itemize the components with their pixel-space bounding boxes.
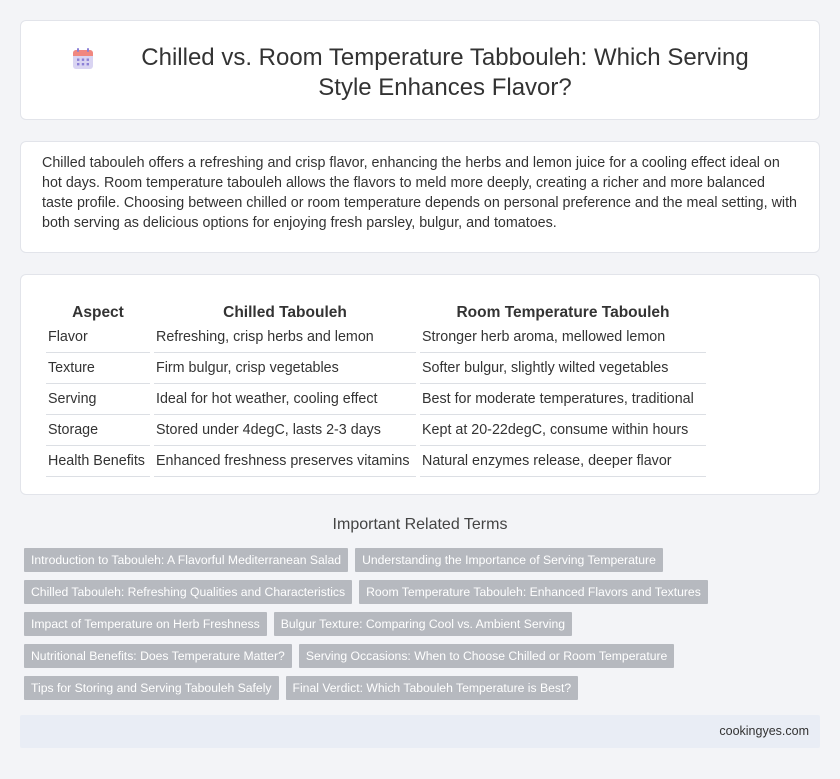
- table-cell: Kept at 20-22degC, consume within hours: [420, 415, 706, 446]
- table-cell: Flavor: [46, 322, 150, 353]
- table-row: [46, 322, 706, 353]
- title-card: [20, 20, 820, 120]
- table-row: [46, 446, 706, 477]
- comparison-table: [42, 296, 710, 477]
- table-cell: Ideal for hot weather, cooling effect: [154, 384, 416, 415]
- footer: [20, 715, 820, 748]
- table-row: [46, 384, 706, 415]
- header-room-temperature: Room Temperature Tabouleh: [456, 304, 670, 321]
- related-term-link[interactable]: Final Verdict: Which Tabouleh Temperature is Best?: [286, 676, 579, 700]
- intro-card: [20, 141, 820, 253]
- related-terms-list: [24, 548, 824, 708]
- related-term-link[interactable]: Serving Occasions: When to Choose Chilled or Room Temperature: [299, 644, 675, 668]
- table-cell: Serving: [46, 384, 150, 415]
- page-title: Chilled vs. Room Temperature Tabbouleh: Which Serving Style Enhances Flavor?: [141, 44, 749, 101]
- intro-paragraph: Chilled tabouleh offers a refreshing and crisp flavor, enhancing the herbs and lemon juice for a cooling effect ideal on hot days. Room temperature tabouleh allows the flavors to meld more deeply, creating a richer and more balanced taste profile. Choosing between chilled or room temperature depends on personal preference and the meal setting, with both serving as delicious options for enjoying fresh parsley, bulgur, and tomatoes.: [42, 155, 798, 231]
- related-term-link[interactable]: Tips for Storing and Serving Tabouleh Safely: [24, 676, 279, 700]
- header-aspect: Aspect: [72, 304, 124, 321]
- related-term-link[interactable]: Chilled Tabouleh: Refreshing Qualities and Characteristics: [24, 580, 352, 604]
- table-row: [46, 353, 706, 384]
- table-cell: Stored under 4degC, lasts 2-3 days: [154, 415, 416, 446]
- header-chilled: Chilled Tabouleh: [223, 304, 347, 321]
- table-header-row: [46, 296, 706, 322]
- table-cell: Texture: [46, 353, 150, 384]
- related-term-link[interactable]: Bulgur Texture: Comparing Cool vs. Ambient Serving: [274, 612, 572, 636]
- table-cell: Enhanced freshness preserves vitamins: [154, 446, 416, 477]
- related-term-link[interactable]: Room Temperature Tabouleh: Enhanced Flavors and Textures: [359, 580, 708, 604]
- related-term-link[interactable]: Understanding the Importance of Serving Temperature: [355, 548, 663, 572]
- related-term-link[interactable]: Impact of Temperature on Herb Freshness: [24, 612, 267, 636]
- related-terms-heading: Important Related Terms: [332, 516, 508, 533]
- comparison-card: [20, 274, 820, 495]
- table-cell: Softer bulgur, slightly wilted vegetables: [420, 353, 706, 384]
- footer-site-link[interactable]: cookingyes.com: [719, 724, 809, 738]
- table-cell: Refreshing, crisp herbs and lemon: [154, 322, 416, 353]
- related-term-link[interactable]: Nutritional Benefits: Does Temperature Matter?: [24, 644, 292, 668]
- table-row: [46, 415, 706, 446]
- table-cell: Firm bulgur, crisp vegetables: [154, 353, 416, 384]
- table-cell: Best for moderate temperatures, traditional: [420, 384, 706, 415]
- related-term-link[interactable]: Introduction to Tabouleh: A Flavorful Mediterranean Salad: [24, 548, 348, 572]
- table-cell: Stronger herb aroma, mellowed lemon: [420, 322, 706, 353]
- table-cell: Storage: [46, 415, 150, 446]
- table-cell: Health Benefits: [46, 446, 150, 477]
- table-cell: Natural enzymes release, deeper flavor: [420, 446, 706, 477]
